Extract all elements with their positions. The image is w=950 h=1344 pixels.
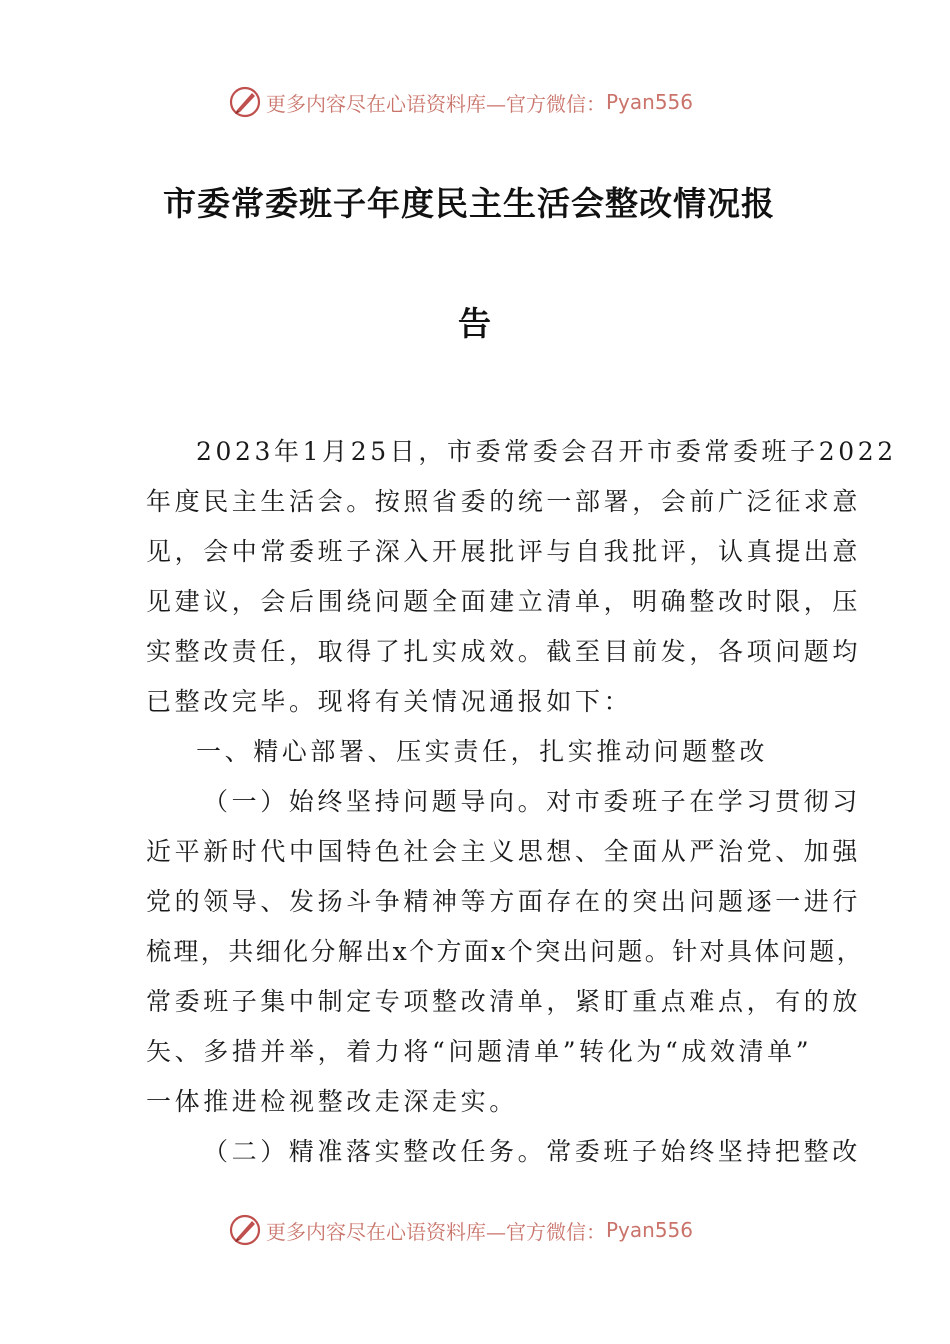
body-line: 梳理，共细化分解出x个方面x个突出问题。针对具体问题， [146, 937, 865, 966]
body-line: 实整改责任，取得了扎实成效。截至目前发，各项问题均 [146, 637, 862, 666]
body-line: 见建议，会后围绕问题全面建立清单，明确整改时限，压 [146, 587, 862, 616]
body-line: 一体推进检视整改走深走实。 [146, 1087, 518, 1116]
banner-text: 更多内容尽在心语资料库—官方微信： [266, 91, 606, 116]
section-heading: 一、精心部署、压实责任，扎实推动问题整改 [196, 737, 769, 766]
page-title-line-2: 告 [458, 304, 492, 343]
header-banner [228, 84, 693, 120]
pen-logo-icon [228, 85, 262, 119]
body-line: 近平新时代中国特色社会主义思想、全面从严治党、加强 [146, 837, 862, 866]
banner-wechat-id: Pyan556 [606, 90, 694, 114]
body-line: 见，会中常委班子深入开展批评与自我批评，认真提出意 [146, 537, 862, 566]
body-line: 已整改完毕。现将有关情况通报如下： [146, 687, 633, 716]
body-line: 矢、多措并举，着力将“问题清单”转化为“成效清单” [146, 1037, 813, 1066]
body-line: 年度民主生活会。按照省委的统一部署，会前广泛征求意 [146, 487, 862, 516]
body-line: （一）始终坚持问题导向。对市委班子在学习贯彻习 [203, 787, 861, 816]
body-line: 党的领导、发扬斗争精神等方面存在的突出问题逐一进行 [146, 887, 862, 916]
banner-text: 更多内容尽在心语资料库—官方微信： [266, 1219, 606, 1244]
page-title-line-1: 市委常委班子年度民主生活会整改情况报 [163, 184, 775, 223]
body-line: 常委班子集中制定专项整改清单，紧盯重点难点，有的放 [146, 987, 862, 1016]
banner-wechat-id: Pyan556 [606, 1218, 694, 1242]
body-line: （二）精准落实整改任务。常委班子始终坚持把整改 [203, 1137, 861, 1166]
footer-banner [228, 1212, 693, 1248]
pen-logo-icon [228, 1213, 262, 1247]
body-line: 2023年1月25日，市委常委会召开市委常委班子2022 [196, 437, 897, 466]
